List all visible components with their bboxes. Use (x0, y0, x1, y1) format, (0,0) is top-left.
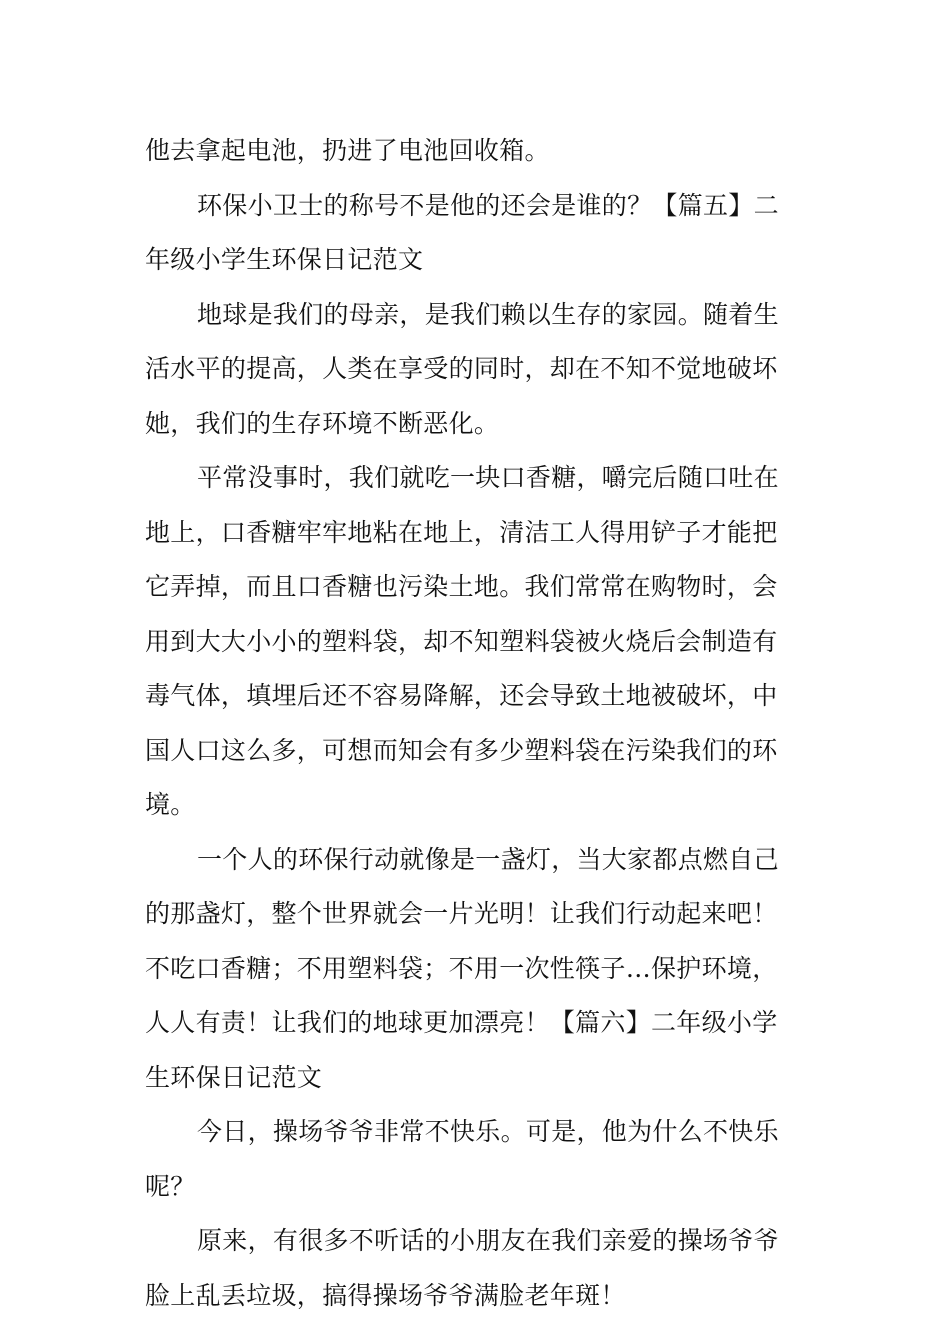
text-line: 境。 (145, 790, 196, 819)
text-line: 原来，有很多不听话的小朋友在我们亲爱的操场爷爷 (197, 1226, 779, 1255)
text-line: 活水平的提高，人类在享受的同时，却在不知不觉地破坏 (145, 354, 778, 383)
text-line: 用到大大小小的塑料袋，却不知塑料袋被火烧后会制造有 (145, 626, 778, 656)
text-line: 今日，操场爷爷非常不快乐。可是，他为什么不快乐 (197, 1117, 779, 1146)
document-body (145, 124, 805, 1323)
text-line: 它弄掉，而且口香糖也污染土地。我们常常在购物时，会 (145, 572, 778, 601)
text-line: 地球是我们的母亲，是我们赖以生存的家园。随着生 (197, 299, 779, 329)
text-line: 国人口这么多，可想而知会有多少塑料袋在污染我们的环 (145, 735, 778, 765)
text-line: 一个人的环保行动就像是一盏灯，当大家都点燃自己 (197, 844, 779, 874)
text-line: 人人有责！让我们的地球更加漂亮！【篇六】二年级小学 (145, 1008, 778, 1037)
text-line: 生环保日记范文 (145, 1062, 323, 1092)
text-line: 地上，口香糖牢牢地粘在地上，清洁工人得用铲子才能把 (145, 517, 778, 547)
text-line: 不吃口香糖；不用塑料袋；不用一次性筷子…保护环境， (145, 953, 778, 983)
text-line: 脸上乱丢垃圾，搞得操场爷爷满脸老年斑！ (145, 1280, 626, 1310)
text-line: 她，我们的生存环境不断恶化。 (145, 408, 500, 438)
text-line: 的那盏灯，整个世界就会一片光明！让我们行动起来吧！ (145, 899, 778, 928)
text-line: 年级小学生环保日记范文 (145, 245, 424, 274)
text-line: 平常没事时，我们就吃一块口香糖，嚼完后随口吐在 (197, 463, 779, 492)
text-line: 呢？ (145, 1171, 196, 1201)
text-line: 他去拿起电池，扔进了电池回收箱。 (145, 136, 550, 165)
text-line: 环保小卫士的称号不是他的还会是谁的？【篇五】二 (197, 190, 779, 220)
text-line: 毒气体，填埋后还不容易降解，还会导致土地被破坏，中 (145, 681, 778, 710)
